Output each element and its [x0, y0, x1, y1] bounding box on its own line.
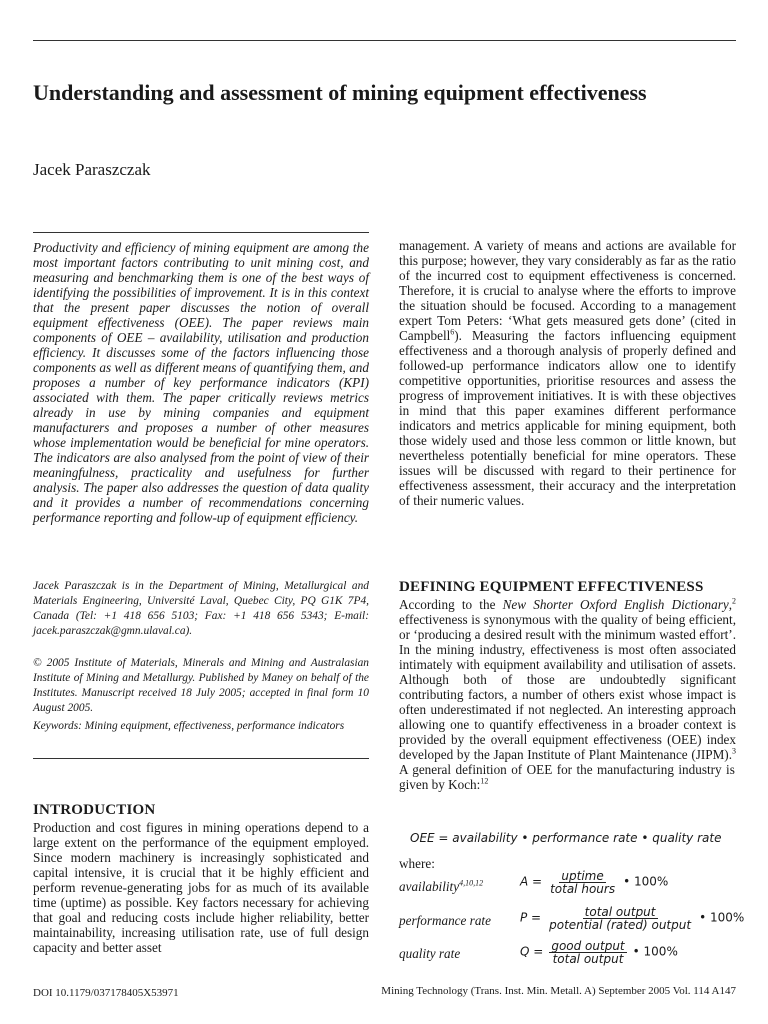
- def-part-b: effectiveness is synonymous with the quality of being efficient, or ‘producing a desired result with the minimum wasted effort’. In the mining industry, effectiveness is most often associated intimately with equipment availability and utilisation of assets. Although both of those are undoubtedly significant contributing factors, a number of others exist whose impact is often underestimated if not neglected. An interesting approach allowing one to quantify effectiveness in a broader context is provided by the overall equipment effectiveness (OEE) index developed by the Japan Institute of Plant Maintenance (JIPM).: [399, 612, 736, 762]
- right-p1-part-b: ). Measuring the factors influencing equipment effectiveness and a thorough analysis of properly defined and followed-up performance indicators allow one to identify competitive opportunities, prioritise resources and assess the progress of improvement initiatives. It is with these objectives in mind that this paper examines different performance indicators and metrics applicable for mining equipment, both those widely used and those less common or little known, but nevertheless potentially beneficial for mine operators. These issues will be discussed with regard to their pertinence for effectiveness assessment, their accuracy and the interpretation of their numeric values.: [399, 328, 736, 508]
- availability-citation: 4,10,12: [459, 878, 484, 888]
- citation-6: 6: [450, 327, 455, 337]
- abstract: [33, 240, 369, 525]
- abstract-text: Productivity and efficiency of mining equipment are among the most important factors contributing to unit mining cost, and measuring and benchmarking them is one of the best ways of identifying the possibilities of improvement. It is in this context that the present paper discusses the notion of overall equipment effectiveness (OEE). The paper reviews main components of OEE – availability, utilisation and production efficiency. It discusses some of the factors influencing those components as well as different means of quantifying them, and proposes a number of key performance indicators (KPI) associated with them. The paper critically reviews metrics already in use by mining companies and equipment manufacturers and proposes a number of other measures whose implementation would be beneficial for mine operators. The indicators are also analysed from the point of view of their meaningfulness, practicality and usefulness for further analysis. The paper also addresses the question of data quality and it provides a number of recommendations concerning performance reporting and follow-up of equipment efficiency.: [33, 240, 369, 525]
- quality-denominator: total output: [552, 952, 624, 966]
- def-part-a: According to the: [399, 597, 503, 612]
- quality-tail: • 100%: [632, 944, 678, 959]
- performance-formula: [520, 906, 744, 931]
- defining-heading: DEFINING EQUIPMENT EFFECTIVENESS: [399, 579, 704, 595]
- performance-fraction: [547, 906, 693, 931]
- paper-title: Understanding and assessment of mining equipment effectiveness: [33, 80, 647, 105]
- footer-doi: DOI 10.1179/037178405X53971: [33, 987, 179, 999]
- quality-label: quality rate: [399, 946, 461, 961]
- affiliation-text: Jacek Paraszczak is in the Department of Mining, Metallurgical and Materials Engineering, Université Laval, Quebec City, PQ G1K 7P4, Canada (Tel: +1 418 656 5103; Fax: +1 418 656 5343; E-mail: jacek.paraszczak@gmn.ulaval.ca).: [33, 580, 369, 637]
- availability-denominator: total hours: [550, 882, 616, 896]
- keywords-text: Keywords: Mining equipment, effectiveness, performance indicators: [33, 720, 345, 732]
- performance-numerator: total output: [584, 905, 656, 919]
- availability-lhs: A =: [520, 874, 543, 889]
- availability-formula: [520, 870, 668, 895]
- introduction-heading: INTRODUCTION: [33, 802, 156, 818]
- citation-2: 2: [732, 596, 737, 606]
- availability-numerator: uptime: [561, 869, 604, 883]
- right-p1-part-a: management. A variety of means and actions are available for this purpose; however, they vary considerably as far as the ratio of the incurred cost to equipment effectiveness is concerned. Therefore, it is crucial to analyse where the efforts to improve the situation should be focused. According to a management expert Tom Peters: ‘What gets measured gets done’ (cited in Campbell: [399, 238, 736, 343]
- introduction-paragraph: Production and cost figures in mining operations depend to a large extent on the performance of the equipment employed. Since modern machinery is increasingly sophisticated and capital intensive, it is crucial that it be highly efficient and perform revenue-generating jobs for as much of its available time (uptime) as possible. Key factors necessary for achieving that goal and reducing costs include higher reliability, better maintainability, increasing utilisation rate, use of full design capacity and better asset: [33, 820, 369, 955]
- introduction-text: [33, 820, 369, 955]
- performance-denominator: potential (rated) output: [549, 918, 692, 932]
- quality-fraction: [549, 940, 626, 965]
- right-column-paragraph: [399, 238, 736, 508]
- citation-12: 12: [480, 776, 489, 786]
- quality-formula: [520, 940, 678, 965]
- copyright: [33, 656, 369, 716]
- availability-tail: • 100%: [623, 874, 669, 889]
- availability-label-text: availability: [399, 879, 460, 894]
- footer-journal: Mining Technology (Trans. Inst. Min. Metall. A) September 2005 Vol. 114 A147: [381, 985, 736, 997]
- oee-equation: [410, 831, 721, 846]
- performance-lhs: P =: [520, 910, 542, 925]
- where-label: where:: [399, 856, 435, 871]
- top-rule: [33, 40, 736, 41]
- performance-tail: • 100%: [699, 910, 745, 925]
- quality-lhs: Q =: [520, 944, 544, 959]
- abstract-bottom-rule: [33, 758, 369, 759]
- performance-label: performance rate: [399, 913, 491, 928]
- citation-3: 3: [732, 746, 736, 756]
- availability-fraction: [548, 870, 617, 895]
- oee-formula: OEE = availability • performance rate • quality rate: [410, 831, 722, 845]
- abstract-top-rule: [33, 232, 369, 233]
- keywords: [33, 719, 369, 734]
- availability-label: [399, 879, 483, 894]
- affiliation: [33, 579, 369, 639]
- def-part-c: A general definition of OEE for the manufacturing industry is given by Koch:: [399, 762, 735, 792]
- dictionary-title: New Shorter Oxford English Dictionary: [502, 597, 729, 612]
- quality-numerator: good output: [551, 939, 625, 953]
- author-name: Jacek Paraszczak: [33, 160, 151, 179]
- defining-text: According to the New Shorter Oxford English Dictionary,$^2$ effectiveness is synonymous with the quality of being efficient, or ‘producing a desired result with the minimum wasted effort’. In the mining industry, effectiveness is most often associated intimately with equipment availability and utilisation of assets. Although both of those are undoubtedly significant contributing factors, a number of others exist whose impact is often underestimated if not neglected. An interesting approach allowing one to quantify effectiveness in a broader context is provided by the overall equipment effectiveness (OEE) index developed by the Japan Institute of Plant Maintenance (JIPM).$^3$ A general definition of OEE for the manufacturing industry is given by Koch:$^{12}$: [399, 596, 737, 792]
- copyright-text: © 2005 Institute of Materials, Minerals and Mining and Australasian Institute of Mining and Metallurgy. Published by Maney on behalf of the Institutes. Manuscript received 18 July 2005; accepted in final form 10 August 2005.: [33, 657, 369, 714]
